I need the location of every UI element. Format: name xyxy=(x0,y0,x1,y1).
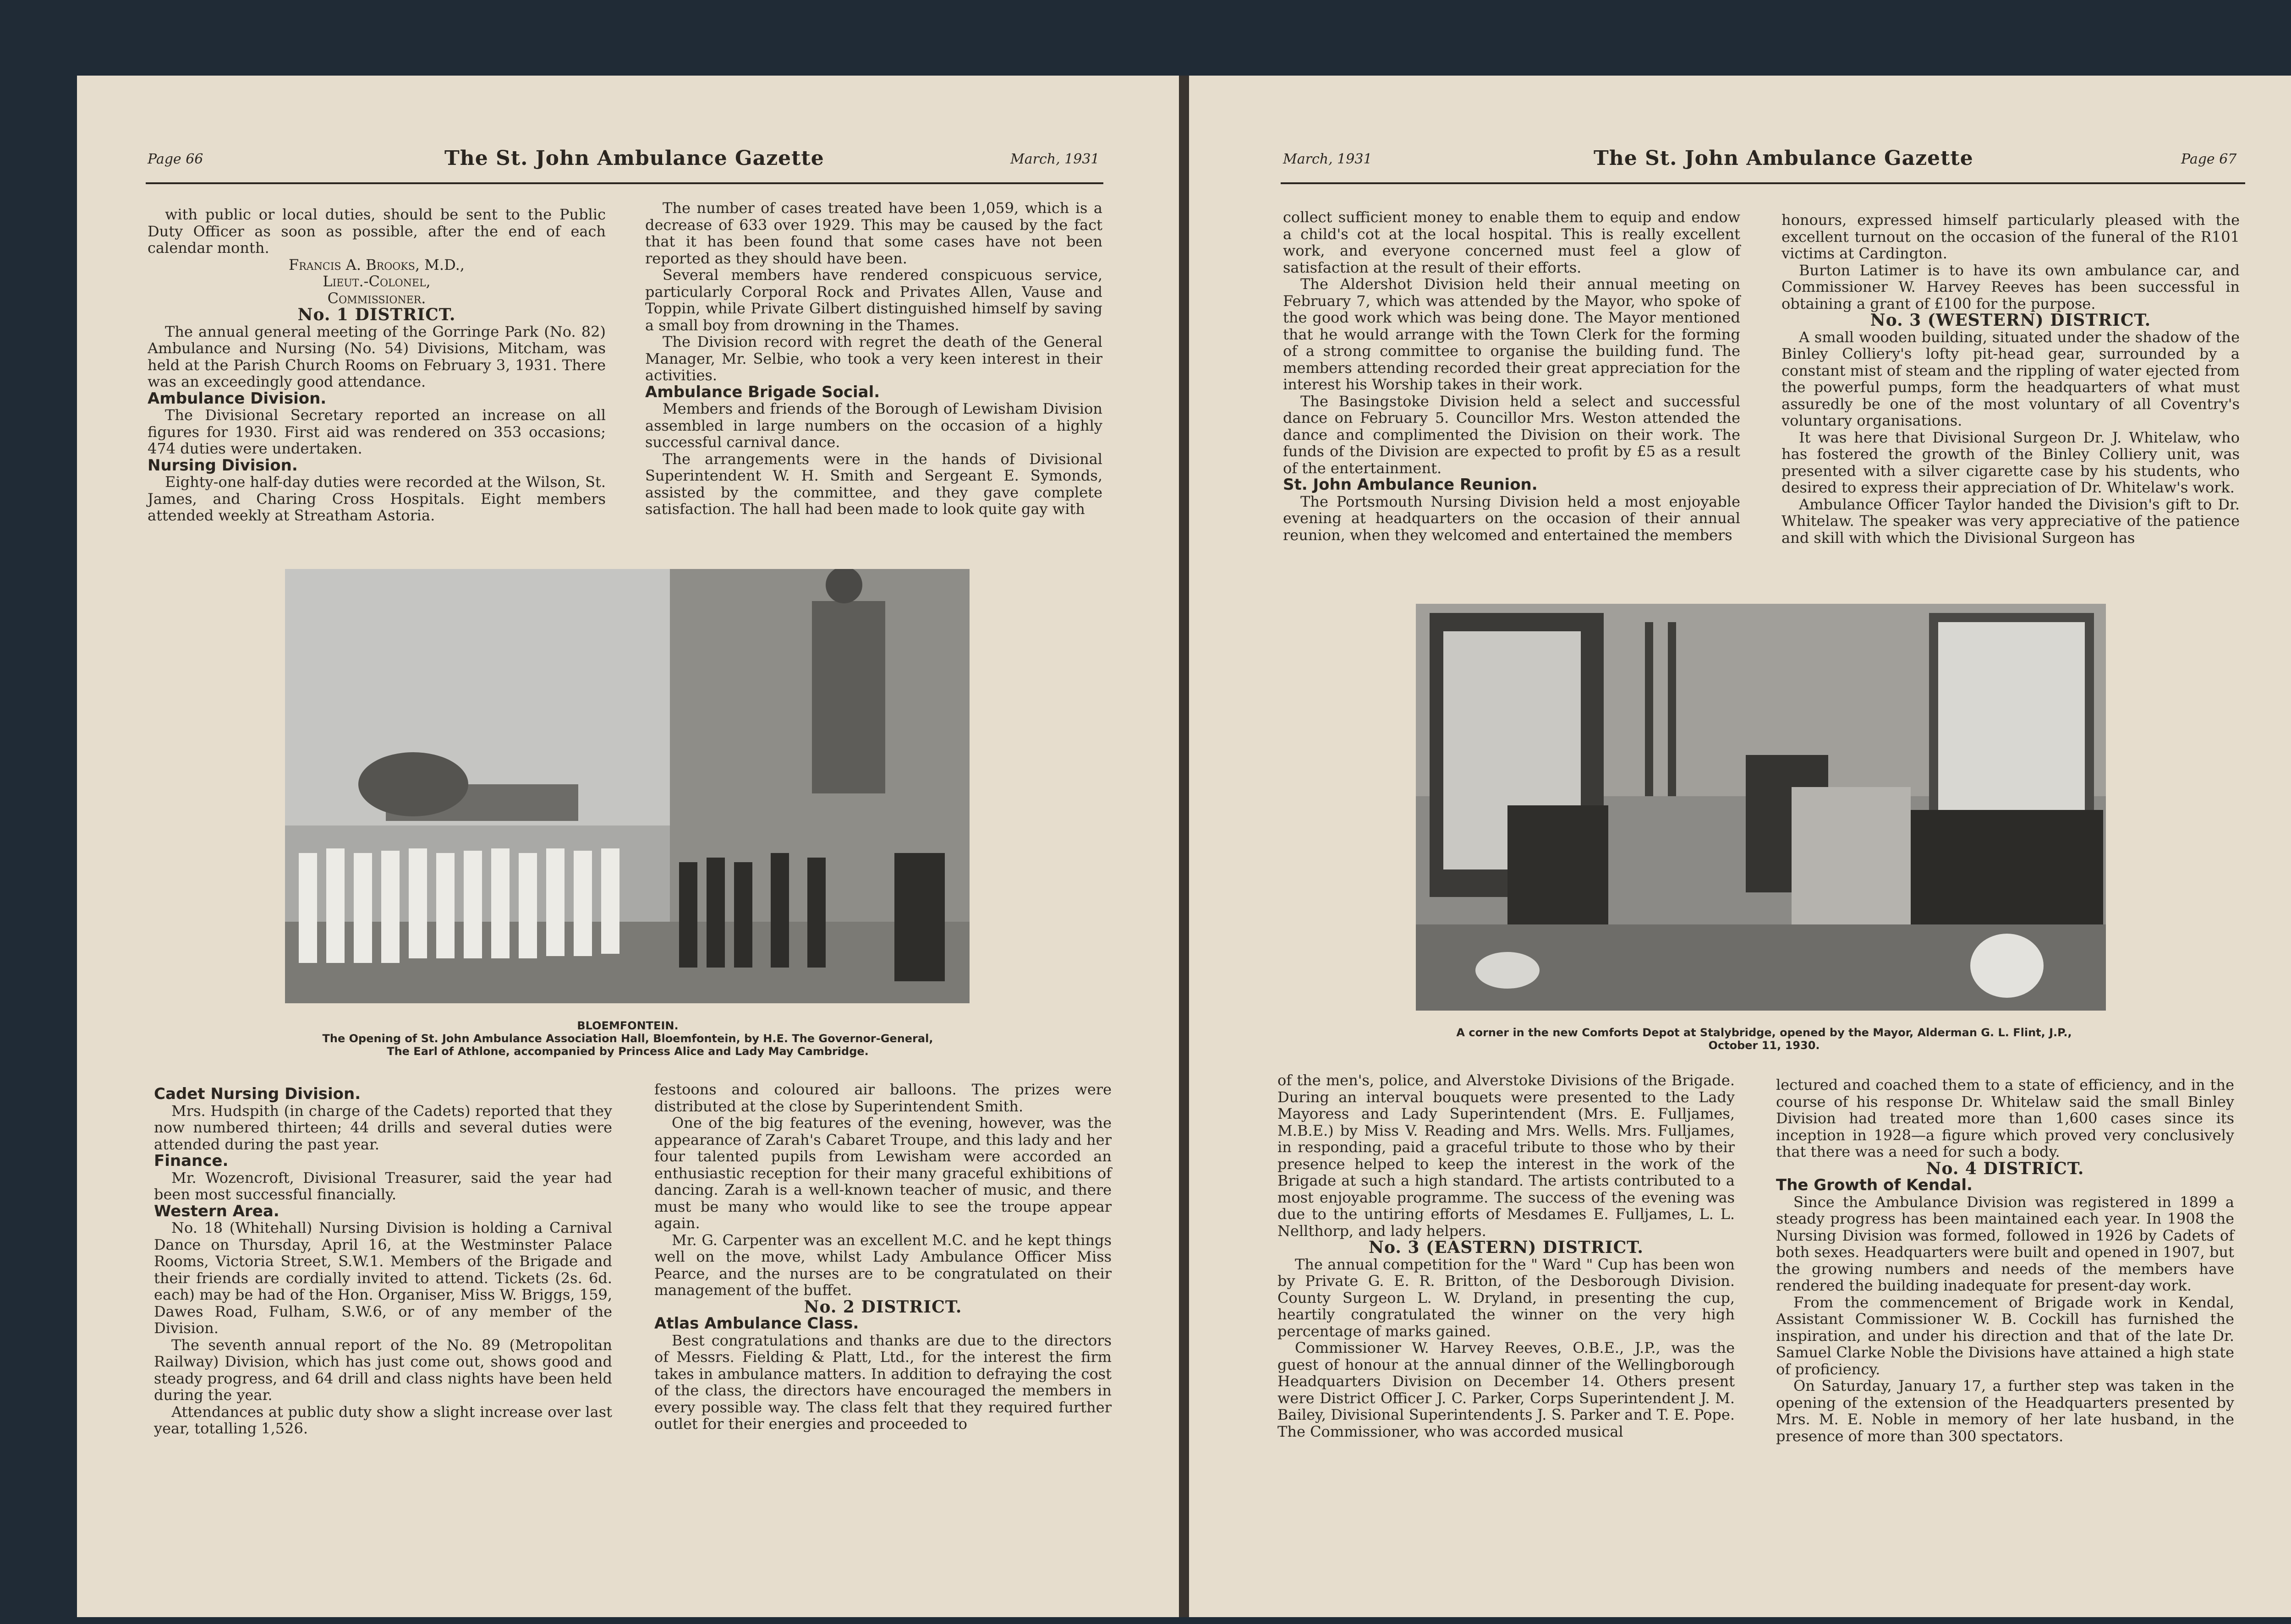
paragraph: It was here that Divisional Surgeon Dr. J. Whitelaw, who has fostered the growth of the Binley Colliery unit, was presented with a silver cigarette case by his students, who desired to express their appreciation of Dr. Whitelaw's work. xyxy=(1781,428,2240,496)
paragraph: Burton Latimer is to have its own ambulance car, and Commissioner W. Harvey Reeves has been successful in obtaining a grant of £100 for the purpose. xyxy=(1781,261,2240,312)
paragraph: Attendances at public duty show a slight increase over last year, totalling 1,526. xyxy=(154,1403,612,1437)
signature-line: Commissioner. xyxy=(327,289,426,307)
section-heading: Western Area. xyxy=(154,1202,280,1220)
right-header-rule xyxy=(1281,182,2245,184)
paragraph: The Aldershot Division held their annual meeting on February 7, which was attended by the Mayor, who spoke of the good work which was being done. The Mayor mentioned that he would arrange with the Town Clerk for the forming of a strong committee to organise the building fund. The members attending recorded their great appreciation for the interest his Worship takes in their work. xyxy=(1283,275,1740,393)
paragraph: Several members have rendered conspicuous service, particularly Corporal Rock and Privates Allen, Vause and Toppin, while Private Gilbert distinguished himself by saving a small boy from drowning in the Thames. xyxy=(645,266,1102,334)
right-caption-line-1: A corner in the new Comforts Depot at Stalybridge, opened by the Mayor, Alderman G. L. Flint, J.P., xyxy=(1456,1026,2072,1039)
paragraph: The annual general meeting of the Gorringe Park (No. 82) Ambulance and Nursing (No. 54) Divisions, Mitcham, was held at the Parish Church Rooms on February 3, 1931. There was an exceedingly good attendance. xyxy=(148,323,606,390)
book-gutter xyxy=(1179,76,1189,1617)
paragraph: The arrangements were in the hands of Divisional Superintendent W. H. Smith and Sergeant E. Symonds, assisted by the committee, and they gave complete satisfaction. The hall had been made to look quite gay with xyxy=(645,450,1102,518)
district-heading: No. 2 DISTRICT. xyxy=(804,1297,962,1317)
paragraph: The number of cases treated have been 1,059, which is a decrease of 633 over 1929. This may be caused by the fact that it has been found that some cases have not been reported as they should have been. xyxy=(645,199,1102,267)
left-date: March, 1931 xyxy=(1010,151,1100,167)
left-column-4 xyxy=(654,1081,1112,1433)
paragraph: with public or local duties, should be sent to the Public Duty Officer as soon as possible, after the end of each calendar month. xyxy=(148,206,606,257)
right-column-2 xyxy=(1781,212,2240,546)
section-heading: Ambulance Brigade Social. xyxy=(645,383,880,401)
left-column-1 xyxy=(148,206,606,524)
paragraph: From the commencement of Brigade work in Kendal, Assistant Commissioner W. B. Cockill has furnished the inspiration, and under his direction and that of the late Dr. Samuel Clarke Noble the Divisions have attained a high state of proficiency. xyxy=(1776,1293,2234,1378)
right-date: March, 1931 xyxy=(1283,151,1372,167)
right-column-3 xyxy=(1277,1072,1735,1440)
section-heading: The Growth of Kendal. xyxy=(1776,1176,1973,1194)
signature-line: Francis A. Brooks, M.D., xyxy=(289,256,465,273)
section-heading: Finance. xyxy=(154,1152,229,1170)
paragraph: Since the Ambulance Division was registered in 1899 a steady progress has been maintained each year. In 1908 the Nursing Division was formed, followed in 1926 by Cadets of both sexes. Headquarters were built and opened in 1907, but the growing numbers and needs of the members have rendered the building inadequate for present-day work. xyxy=(1776,1193,2234,1294)
paragraph: collect sufficient money to enable them to equip and endow a child's cot at the local hospital. This is really excellent work, and everyone concerned must feel a glow of satisfaction at the result of their efforts. xyxy=(1283,208,1740,276)
right-column-1 xyxy=(1283,209,1740,543)
section-heading: Cadet Nursing Division. xyxy=(154,1085,361,1103)
stalybridge-comforts-depot-photo xyxy=(1416,604,2106,1011)
signature-line: Lieut.-Colonel, xyxy=(323,273,431,290)
left-masthead: The St. John Ambulance Gazette xyxy=(444,147,824,170)
right-column-4 xyxy=(1776,1077,2234,1444)
right-masthead: The St. John Ambulance Gazette xyxy=(1594,147,1973,170)
paragraph: Commissioner W. Harvey Reeves, O.B.E., J.P., was the guest of honour at the annual dinner of the Wellingborough Headquarters Division on December 14. Others present were District Officer J. C. Parker, Corps Superintendent J. M. Bailey, Divisional Superintendents J. S. Parker and T. E. Pope. The Commissioner, who was accorded musical xyxy=(1277,1339,1735,1440)
paragraph: The annual competition for the " Ward " Cup has been won by Private G. E. R. Britton, of the Desborough Division. County Surgeon L. W. Dryland, in presenting the cup, heartily congratulated the winner on the very high percentage of marks gained. xyxy=(1277,1255,1735,1340)
district-heading: No. 1 DISTRICT. xyxy=(297,305,456,324)
right-photo-caption xyxy=(1329,1026,2199,1052)
paragraph: Best congratulations and thanks are due to the directors of Messrs. Fielding & Platt, Ltd., for the interest the firm takes in ambulance matters. In addition to defraying the cost of the class, the directors have encouraged the members in every possible way. The class felt that they required further outlet for their energies and proceeded to xyxy=(654,1331,1112,1433)
paragraph: A small wooden building, situated under the shadow of the Binley Colliery's lofty pit-head gear, surrounded by a constant mist of steam and the rippling of water ejected from the powerful pumps, form the headquarters of what must assuredly be one of the most voluntary of all Coventry's voluntary organisations. xyxy=(1781,328,2240,429)
left-column-2 xyxy=(645,200,1102,518)
left-header-rule xyxy=(146,182,1103,184)
paragraph: No. 18 (Whitehall) Nursing Division is holding a Carnival Dance on Thursday, April 16, at the Westminster Palace Rooms, Victoria Street, S.W.1. Members of the Brigade and their friends are cordially invited to attend. Tickets (2s. 6d. each) may be had of the Hon. Organiser, Miss W. Briggs, 159, Dawes Road, Fulham, S.W.6, or of any member of the Division. xyxy=(154,1219,612,1337)
left-page-number: Page 66 xyxy=(148,151,203,167)
paragraph: The Divisional Secretary reported an increase on all figures for 1930. First aid was rendered on 353 occasions; 474 duties were undertaken. xyxy=(148,406,606,457)
left-caption-line-2: The Earl of Athlone, accompanied by Princess Alice and Lady May Cambridge. xyxy=(387,1045,869,1058)
paragraph: Ambulance Officer Taylor handed the Division's gift to Dr. Whitelaw. The speaker was very appreciative of the patience and skill with which the Divisional Surgeon has xyxy=(1781,495,2240,547)
right-page-number: Page 67 xyxy=(2181,151,2237,167)
paragraph: The Division record with regret the death of the General Manager, Mr. Selbie, who took a very keen interest in their activities. xyxy=(645,333,1102,384)
paragraph: The Portsmouth Nursing Division held a most enjoyable evening at headquarters on the occasion of their annual reunion, when they welcomed and entertained the members xyxy=(1283,492,1740,544)
left-caption-line-1: The Opening of St. John Ambulance Association Hall, Bloemfontein, by H.E. The Governor-General, xyxy=(322,1032,933,1045)
district-heading: No. 4 DISTRICT. xyxy=(1926,1159,2084,1178)
paragraph: of the men's, police, and Alverstoke Divisions of the Brigade. During an interval bouquets were presented to the Lady Mayoress and Lady Superintendent (Mrs. E. Fulljames, M.B.E.) by Miss V. Reading and Mrs. Wells. Mrs. Fulljames, in responding, paid a graceful tribute to those who by their presence helped to keep the interest in the work of the Brigade at such a high standard. The artists contributed to a most enjoyable programme. The success of the evening was due to the untiring efforts of Mesdames E. Fulljames, L. L. Nellthorp, and lady helpers. xyxy=(1277,1072,1735,1240)
left-column-3 xyxy=(154,1086,612,1437)
section-heading: Nursing Division. xyxy=(148,456,298,475)
section-heading: Ambulance Division. xyxy=(148,389,327,408)
paragraph: The seventh annual report of the No. 89 (Metropolitan Railway) Division, which has just come out, shows good and steady progress, and 64 drill and class nights have been held during the year. xyxy=(154,1336,612,1404)
bloemfontein-photo xyxy=(285,569,970,1003)
paragraph: Mr. Wozencroft, Divisional Treasurer, said the year had been most successful financially. xyxy=(154,1169,612,1203)
district-heading: No. 3 (EASTERN) DISTRICT. xyxy=(1369,1238,1644,1257)
paragraph: honours, expressed himself particularly pleased with the excellent turnout on the occasion of the funeral of the R101 victims at Cardington. xyxy=(1781,211,2240,262)
paragraph: festoons and coloured air balloons. The prizes were distributed at the close by Superintendent Smith. xyxy=(654,1081,1112,1115)
section-heading: Atlas Ambulance Class. xyxy=(654,1314,859,1333)
section-heading: St. John Ambulance Reunion. xyxy=(1283,476,1538,494)
paragraph: Mr. G. Carpenter was an excellent M.C. and he kept things well on the move, whilst Lady Ambulance Officer Miss Pearce, and the nurses are to be congratulated on their management of the buffet. xyxy=(654,1231,1112,1299)
paragraph: Mrs. Hudspith (in charge of the Cadets) reported that they now numbered thirteen; 44 drills and several duties were attended during the past year. xyxy=(154,1102,612,1153)
paragraph: The Basingstoke Division held a select and successful dance on February 5. Councillor Mrs. Weston attended the dance and complimented the Division on their work. The funds of the Division are expected to profit by £5 as a result of the entertainment. xyxy=(1283,392,1740,477)
paragraph: Members and friends of the Borough of Lewisham Division assembled in large numbers on the occasion of a highly successful carnival dance. xyxy=(645,400,1102,451)
district-heading: No. 3 (WESTERN) DISTRICT. xyxy=(1870,311,2151,330)
left-caption-title: BLOEMFONTEIN. xyxy=(577,1019,679,1032)
paragraph: lectured and coached them to a state of efficiency, and in the course of his response Dr. Whitelaw said the small Binley Division had treated more than 1,600 cases since its inception in 1928—a figure which proved very conclusively that there was a need for such a body. xyxy=(1776,1076,2234,1160)
right-caption-line-2: October 11, 1930. xyxy=(1708,1039,1820,1052)
paragraph: One of the big features of the evening, however, was the appearance of Zarah's Cabaret Troupe, and this lady and her four talented pupils from Lewisham were accorded an enthusiastic reception for their many graceful exhibitions of dancing. Zarah is a well-known teacher of music, and there must be many who would like to see the troupe appear again. xyxy=(654,1114,1112,1232)
left-photo-caption xyxy=(238,1019,1017,1058)
paragraph: Eighty-one half-day duties were recorded at the Wilson, St. James, and Charing Cross Hospitals. Eight members attended weekly at Streatham Astoria. xyxy=(148,473,606,524)
paragraph: On Saturday, January 17, a further step was taken in the opening of the extension of the Headquarters presented by Mrs. M. E. Noble in memory of her late husband, in the presence of more than 300 spectators. xyxy=(1776,1377,2234,1445)
